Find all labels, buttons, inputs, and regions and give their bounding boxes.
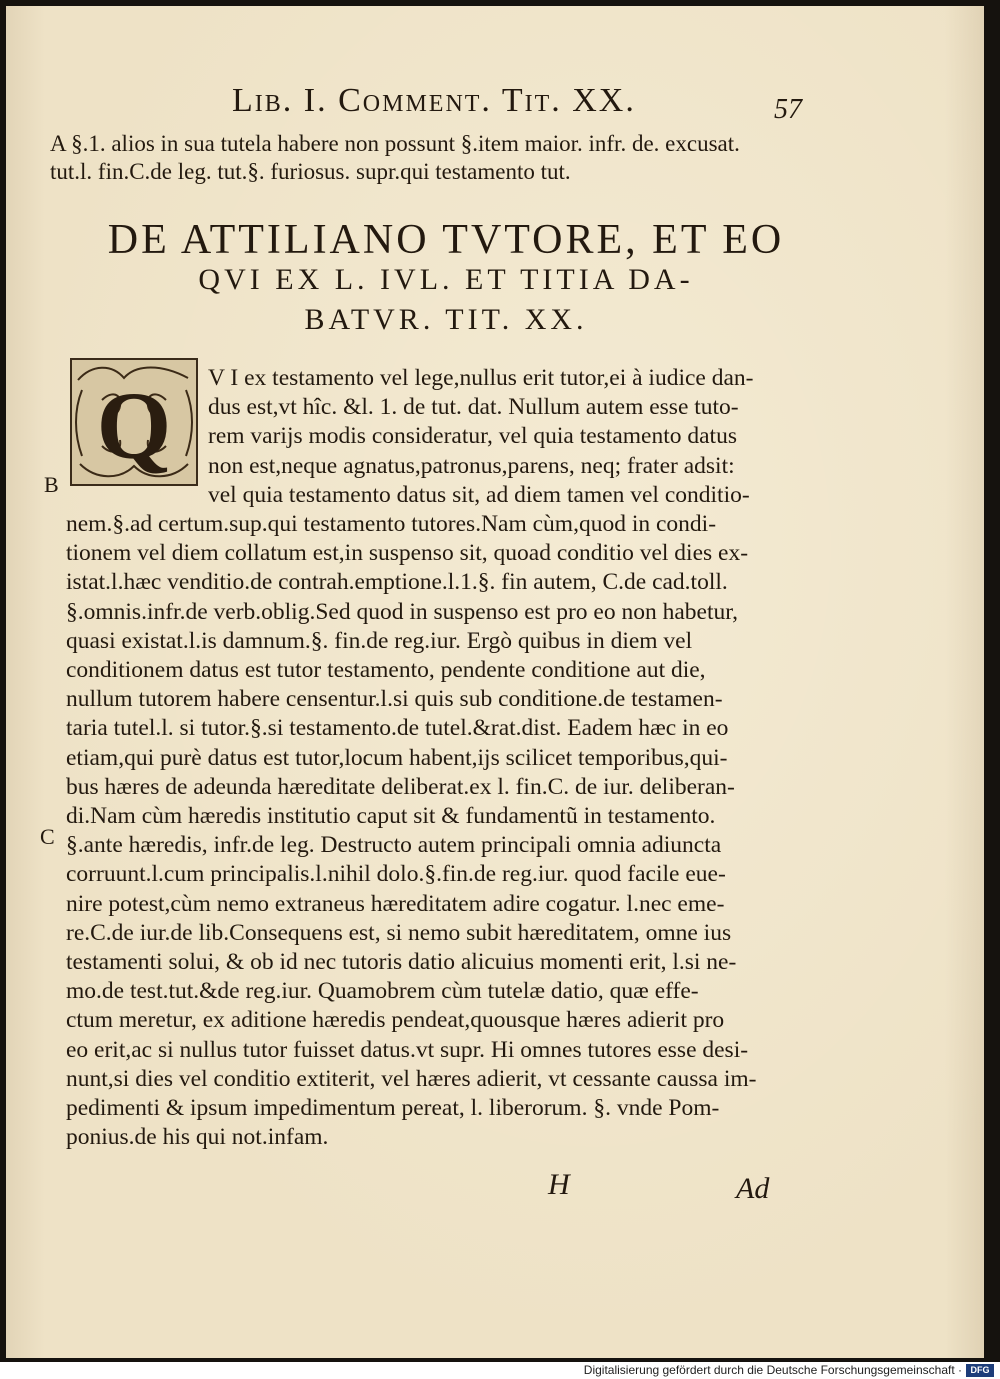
- text-line: ctum meretur, ex aditione hæredis pendeat,quousque hæres adierit pro: [66, 1007, 725, 1034]
- text-line: etiam,qui purè datus est tutor,locum habent,ijs scilicet temporibus,qui-: [66, 744, 728, 771]
- text-line: istat.l.hæc venditio.de contrah.emptione.l.1.§. fin autem, C.de cad.toll.: [66, 569, 728, 596]
- title-line: QVI EX L. IVL. ET TITIA DA-: [198, 263, 694, 296]
- margin-letter-b: B: [44, 472, 59, 497]
- section-title: [66, 217, 826, 340]
- text-line: V I ex testamento vel lege,nullus erit tutor,ei à iudice dan-: [208, 365, 754, 391]
- text-line: §.ante hæredis, infr.de leg. Destructo autem principali omnia adiuncta: [66, 832, 722, 859]
- continued-line: A §.1. alios in sua tutela habere non possunt §.item maior. infr. de. excusat.: [50, 131, 740, 156]
- continued-text: [50, 130, 820, 186]
- text-line: di.Nam cùm hæredis institutio caput sit & fundamentũ in testamento.: [66, 803, 716, 830]
- dfg-logo-icon: DFG: [966, 1364, 994, 1377]
- body-text: [66, 364, 801, 1152]
- text-line: conditionem datus est tutor testamento, pendente conditione aut die,: [66, 657, 706, 684]
- text-line: rem varijs modis consideratur, vel quia testamento datus: [208, 423, 737, 450]
- text-line: nire potest,cùm nemo extraneus hæreditatem adire cogatur. l.nec eme-: [66, 890, 725, 917]
- text-line: corruunt.l.cum principalis.l.nihil dolo.§.fin.de reg.iur. quod facile eue-: [66, 861, 726, 888]
- signature-mark: H: [548, 1168, 570, 1201]
- margin-letter-c: C: [40, 824, 55, 849]
- text-line: vel quia testamento datus sit, ad diem tamen vel conditio-: [208, 481, 750, 508]
- text-line: re.C.de iur.de lib.Consequens est, si nemo subit hæreditatem, omne ius: [66, 919, 732, 946]
- title-line: BATVR. TIT. XX.: [304, 303, 588, 336]
- page-number: 57: [774, 94, 802, 125]
- text-line: taria tutel.l. si tutor.§.si testamento.de tutel.&rat.dist. Eadem hæc in eo: [66, 715, 729, 742]
- running-header: Lib. I. Comment. Tit. XX.: [232, 82, 636, 119]
- funding-credit: Digitalisierung gefördert durch die Deutsche Forschungsgemeinschaft ·: [583, 1363, 962, 1377]
- text-line: dus est,vt hîc. &l. 1. de tut. dat. Nullum autem esse tuto-: [208, 394, 739, 421]
- text-line: quasi existat.l.is damnum.§. fin.de reg.iur. Ergò quibus in diem vel: [66, 627, 693, 654]
- text-line: non est,neque agnatus,patronus,parens, neq; frater adsit:: [208, 452, 735, 479]
- title-line: DE ATTILIANO TVTORE, ET EO: [107, 217, 785, 263]
- text-line: eo erit,ac si nullus tutor fuisset datus.vt supr. Hi omnes tutores esse desi-: [66, 1036, 749, 1063]
- text-line: nunt,si dies vel conditio extiterit, vel hæres adierit, vt cessante caussa im-: [66, 1065, 757, 1092]
- text-line: testamenti solui, & ob id nec tutoris datio alicuius momenti erit, l.si ne-: [66, 949, 737, 976]
- catchword: Ad: [736, 1172, 770, 1205]
- text-line: nem.§.ad certum.sup.qui testamento tutores.Nam cùm,quod in condi-: [66, 511, 717, 538]
- text-line: mo.de test.tut.&de reg.iur. Quamobrem cùm tutelæ datio, quæ effe-: [66, 978, 699, 1005]
- book-page: [6, 6, 984, 1358]
- footer-bar: [0, 1362, 1000, 1379]
- text-line: §.omnis.infr.de verb.oblig.Sed quod in suspenso est pro eo non habetur,: [66, 598, 738, 625]
- initial-letter: Q: [96, 372, 172, 479]
- text-line: tionem vel diem collatum est,in suspenso sit, quoad conditio vel dies ex-: [66, 540, 749, 567]
- text-line: pedimenti & ipsum impedimentum pereat, l. liberorum. §. vnde Pom-: [66, 1095, 720, 1122]
- continued-line: tut.l. fin.C.de leg. tut.§. furiosus. supr.qui testamento tut.: [50, 159, 571, 184]
- text-line: bus hæres de adeunda hæreditate deliberat.ex l. fin.C. de iur. deliberan-: [66, 773, 735, 800]
- text-line: ponius.de his qui not.infam.: [66, 1124, 329, 1151]
- text-line: nullum tutorem habere censentur.l.si quis sub conditione.de testamen-: [66, 686, 723, 713]
